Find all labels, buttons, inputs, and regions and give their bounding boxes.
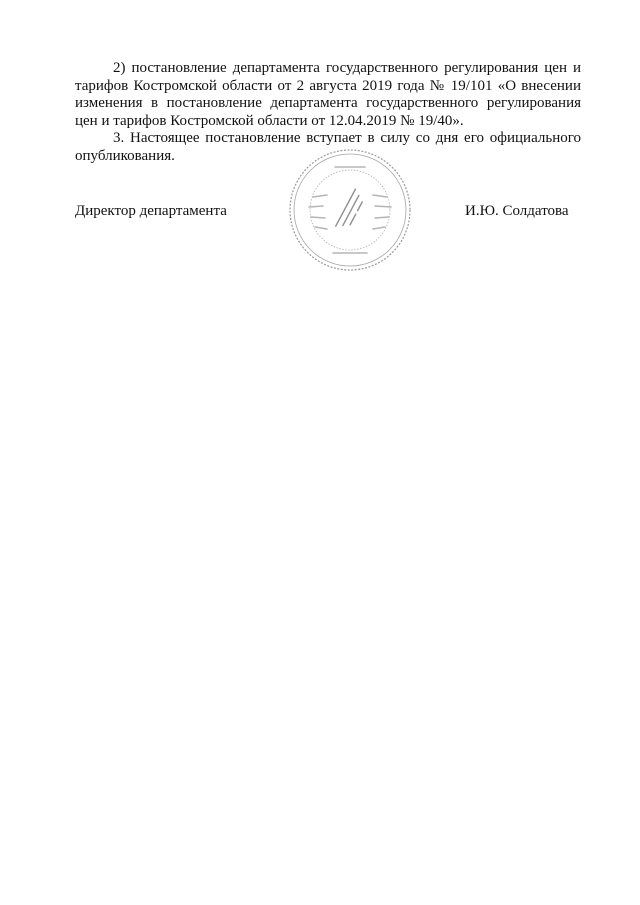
signature-name: И.Ю. Солдатова (465, 203, 569, 219)
paragraph-item-2: 2) постановление департамента государственного регулирования цен и тарифов Костромской области от 2 августа 2019 года № 19/101 «О внесении изменения в постановление департамента государственного регулирования цен и тарифов Костромской области от 12.04.2019 № 19/40». (75, 60, 581, 129)
official-seal-icon (285, 145, 415, 275)
paragraph-item-3: 3. Настоящее постановление вступает в силу со дня его официального опубликования. (75, 130, 581, 164)
signature-position: Директор департамента (75, 203, 227, 219)
